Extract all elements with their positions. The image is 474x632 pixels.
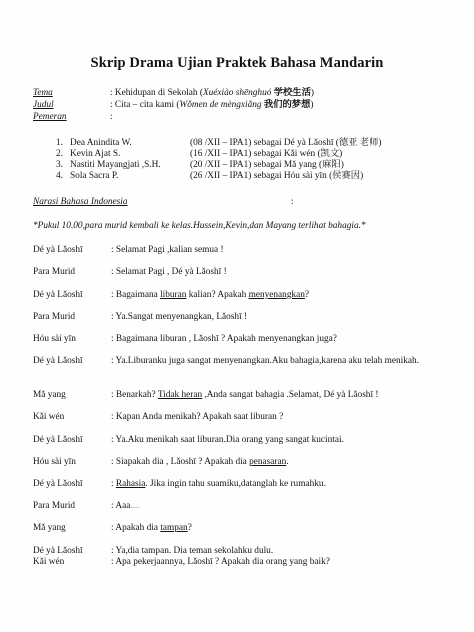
cast-number: 3. — [56, 160, 63, 170]
narration-text: *Pukul 10.00,para murid kembali ke kelas.Hussein,Kevin,dan Mayang terlihat bahagia.* — [33, 221, 366, 231]
tema-close: ) — [310, 88, 314, 98]
cast-role: (16 /XII – IPA1) sebagai Kǎi wén (凯文) — [190, 149, 343, 159]
cast-name: Nastiti Mayangjati ,S.H. — [70, 160, 161, 170]
line-text: : Apa pekerjaannya, Lǎoshī ? Apakah dia orang yang baik? — [111, 557, 330, 567]
line-text: : Rahasia. Jika ingin tahu suamiku,datanglah ke rumahku. — [111, 479, 326, 489]
cast-number: 4. — [56, 171, 63, 181]
judul-label: Judul — [33, 100, 54, 110]
pemeran-label: Pemeran — [33, 112, 67, 122]
speaker: Mǎ yang — [33, 523, 66, 533]
tema-hanzi: 学校生活 — [271, 88, 311, 98]
cast-name: Sola Sacra P. — [70, 171, 119, 181]
judul-pinyin: Wǒmen de mèngxiǎng — [179, 100, 262, 110]
judul-value: : Cita – cita kami ( — [110, 100, 180, 110]
underlined-word: menyenangkan — [248, 290, 305, 300]
line-text: : Bagaimana liburan , Lǎoshī ? Apakah menyenangkan juga? — [111, 334, 337, 344]
judul-close: ) — [310, 100, 314, 110]
line-text: : Ya.Aku menikah saat liburan.Dia orang yang sangat kucintai. — [111, 435, 344, 445]
line-text: : Ya,dia tampan. Dia teman sekolahku dulu. — [111, 546, 274, 556]
line-text: : Kapan Anda menikah? Apakah saat liburan ? — [111, 412, 284, 422]
underlined-word: Rahasia — [115, 479, 146, 489]
speaker: Para Murid — [33, 267, 76, 277]
meta-pemeran — [33, 111, 113, 123]
line-text: : Aaa.... — [111, 501, 140, 511]
cast-name: Kevin Ajat S. — [70, 149, 121, 159]
speaker: Dé yà Lǎoshī — [33, 479, 83, 489]
speaker: Dé yà Lǎoshī — [33, 356, 83, 366]
narration-heading — [33, 196, 294, 208]
underlined-word: tampan — [160, 523, 188, 533]
speaker: Dé yà Lǎoshī — [33, 546, 83, 556]
line-text: : Ya.Sangat menyenangkan, Lǎoshī ! — [111, 312, 248, 322]
speaker: Para Murid — [33, 501, 76, 511]
speaker: Mǎ yang — [33, 390, 66, 400]
underlined-word: Tidak heran — [157, 390, 203, 400]
line-text: : Ya.Liburanku juga sangat menyenangkan.Aku bahagia,karena aku telah menikah. — [111, 356, 419, 366]
document-title: Skrip Drama Ujian Praktek Bahasa Mandarin — [90, 55, 384, 71]
speaker: Para Murid — [33, 312, 76, 322]
cast-name: Dea Anindita W. — [70, 138, 132, 148]
cast-role: (08 /XII – IPA1) sebagai Dé yà Lǎoshī (德亚 老师) — [190, 138, 382, 148]
line-text: : Benarkah? Tidak heran ,Anda sangat bahagia .Selamat, Dé yà Lǎoshī ! — [111, 390, 379, 400]
cast-role: (26 /XII – IPA1) sebagai Hóu sài yīn (侯赛因) — [190, 171, 364, 181]
speaker: Dé yà Lǎoshī — [33, 290, 83, 300]
line-text: : Selamat Pagi ,kalian semua ! — [111, 245, 224, 255]
pemeran-colon: : — [110, 112, 113, 122]
underlined-word: penasaran — [249, 457, 287, 467]
meta-tema — [33, 87, 314, 99]
speaker: Kǎi wén — [33, 412, 65, 422]
cast-number: 2. — [56, 149, 63, 159]
speaker: Kǎi wén — [33, 557, 65, 567]
narration-colon: : — [291, 197, 294, 207]
tema-label: Tema — [33, 88, 53, 98]
underlined-word: liburan — [160, 290, 187, 300]
meta-judul — [33, 99, 314, 111]
line-text: : Siapakah dia , Lǎoshī ? Apakah dia penasaran. — [111, 457, 289, 467]
speaker: Dé yà Lǎoshī — [33, 435, 83, 445]
tema-pinyin: Xuéxiào shēnghuó — [202, 88, 272, 98]
speaker: Hóu sài yīn — [33, 457, 76, 467]
line-text: : Apakah dia tampan? — [111, 523, 192, 533]
line-text: : Bagaimana liburan kalian? Apakah menyenangkan? — [111, 290, 310, 300]
cast-role: (20 /XII – IPA1) sebagai Mǎ yang (麻阳) — [190, 160, 344, 170]
cast-number: 1. — [56, 138, 63, 148]
line-text: : Selamat Pagi , Dé yà Lǎoshī ! — [111, 267, 227, 277]
tema-value: : Kehidupan di Sekolah ( — [110, 88, 203, 98]
speaker: Dé yà Lǎoshī — [33, 245, 83, 255]
narration-label: Narasi Bahasa Indonesia — [33, 197, 128, 207]
speaker: Hóu sài yīn — [33, 334, 76, 344]
judul-hanzi: 我们的梦想 — [261, 100, 311, 110]
